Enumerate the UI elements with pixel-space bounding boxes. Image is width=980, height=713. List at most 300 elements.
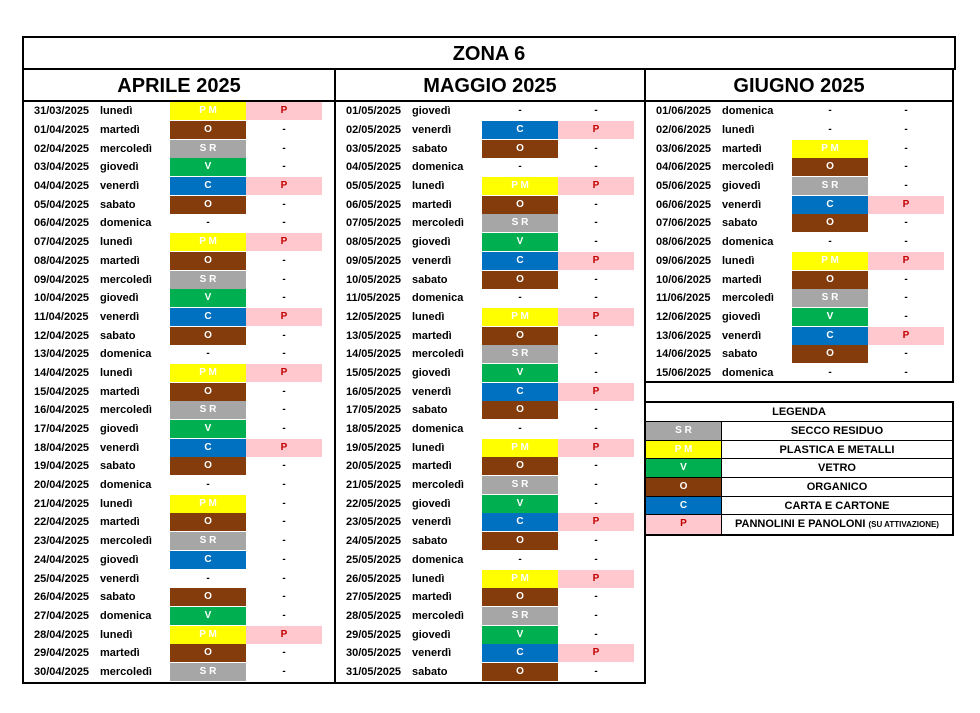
date-cell: 14/06/2025 xyxy=(656,348,712,361)
legend-row xyxy=(646,441,952,460)
date-cell: 17/04/2025 xyxy=(34,423,90,436)
collection-cell: C xyxy=(170,439,246,457)
weekday-cell: mercoledì xyxy=(722,161,774,174)
calendar-row xyxy=(24,308,334,327)
diapers-cell: - xyxy=(904,105,908,117)
zona-title-bar xyxy=(22,36,956,70)
diapers-cell: - xyxy=(904,310,908,322)
calendar-row xyxy=(24,494,334,513)
diapers-cell: - xyxy=(282,609,286,621)
weekday-cell: domenica xyxy=(100,217,152,230)
diapers-cell: P xyxy=(868,252,944,270)
month-june xyxy=(644,68,954,383)
diapers-cell: - xyxy=(282,161,286,173)
weekday-cell: mercoledì xyxy=(100,665,152,678)
weekday-cell: sabato xyxy=(722,217,758,230)
diapers-cell: - xyxy=(594,329,598,341)
weekday-cell: lunedì xyxy=(412,180,445,193)
diapers-cell: - xyxy=(594,553,598,565)
calendar-row xyxy=(24,158,334,177)
diapers-cell: - xyxy=(904,217,908,229)
weekday-cell: sabato xyxy=(100,329,136,342)
calendar-row xyxy=(336,233,644,252)
weekday-cell: martedì xyxy=(100,647,140,660)
date-cell: 23/04/2025 xyxy=(34,535,90,548)
diapers-cell: P xyxy=(246,177,322,195)
weekday-cell: lunedì xyxy=(100,497,133,510)
calendar-row xyxy=(24,438,334,457)
date-cell: 08/06/2025 xyxy=(656,236,712,249)
diapers-cell: - xyxy=(904,142,908,154)
date-cell: 17/05/2025 xyxy=(346,404,402,417)
weekday-cell: martedì xyxy=(100,124,140,137)
collection-cell: O xyxy=(170,457,246,475)
weekday-cell: mercoledì xyxy=(100,142,152,155)
collection-cell: V xyxy=(482,626,558,644)
diapers-cell: - xyxy=(904,180,908,192)
weekday-cell: mercoledì xyxy=(412,609,464,622)
calendar-row xyxy=(336,158,644,177)
diapers-cell: - xyxy=(282,273,286,285)
calendar-row xyxy=(336,569,644,588)
calendar-row xyxy=(336,438,644,457)
month-rows xyxy=(24,102,334,681)
weekday-cell: martedì xyxy=(100,385,140,398)
diapers-cell: P xyxy=(246,626,322,644)
collection-cell: V xyxy=(792,308,868,326)
weekday-cell: sabato xyxy=(100,198,136,211)
collection-cell: - xyxy=(828,124,832,136)
diapers-cell: - xyxy=(282,292,286,304)
date-cell: 20/05/2025 xyxy=(346,460,402,473)
legend-rows xyxy=(646,422,952,534)
diapers-cell: - xyxy=(282,591,286,603)
legend-text: PLASTICA E METALLI xyxy=(779,443,895,456)
collection-cell: C xyxy=(482,644,558,662)
diapers-cell: - xyxy=(594,665,598,677)
diapers-cell: - xyxy=(282,142,286,154)
legend-text: PANNOLINI E PANOLONI xyxy=(735,518,866,531)
diapers-cell: - xyxy=(282,497,286,509)
date-cell: 15/04/2025 xyxy=(34,385,90,398)
diapers-cell: - xyxy=(282,348,286,360)
weekday-cell: martedì xyxy=(412,329,452,342)
legend-swatch: V xyxy=(646,459,722,477)
collection-cell: V xyxy=(170,289,246,307)
date-cell: 28/05/2025 xyxy=(346,609,402,622)
weekday-cell: venerdì xyxy=(100,441,140,454)
calendar-row xyxy=(646,102,952,121)
collection-cell: P M xyxy=(482,570,558,588)
diapers-cell: - xyxy=(594,273,598,285)
calendar-row xyxy=(24,121,334,140)
date-cell: 23/05/2025 xyxy=(346,516,402,529)
weekday-cell: lunedì xyxy=(100,628,133,641)
collection-cell: P M xyxy=(170,233,246,251)
diapers-cell: - xyxy=(904,161,908,173)
date-cell: 11/04/2025 xyxy=(34,310,89,323)
date-cell: 11/05/2025 xyxy=(346,292,401,305)
collection-cell: O xyxy=(170,513,246,531)
collection-cell: P M xyxy=(170,102,246,120)
weekday-cell: domenica xyxy=(412,292,464,305)
diapers-cell: - xyxy=(282,385,286,397)
weekday-cell: lunedì xyxy=(722,124,755,137)
date-cell: 01/05/2025 xyxy=(346,105,402,118)
date-cell: 24/05/2025 xyxy=(346,535,402,548)
date-cell: 20/04/2025 xyxy=(34,479,90,492)
date-cell: 16/05/2025 xyxy=(346,385,402,398)
date-cell: 04/05/2025 xyxy=(346,161,402,174)
month-title: GIUGNO 2025 xyxy=(646,70,952,102)
calendar-row xyxy=(24,289,334,308)
weekday-cell: sabato xyxy=(412,142,448,155)
collection-cell: C xyxy=(792,196,868,214)
calendar-row xyxy=(336,420,644,439)
calendar-row xyxy=(336,289,644,308)
weekday-cell: mercoledì xyxy=(412,217,464,230)
diapers-cell: P xyxy=(246,439,322,457)
collection-cell: - xyxy=(518,105,522,117)
collection-cell: P M xyxy=(482,439,558,457)
weekday-cell: venerdì xyxy=(412,516,452,529)
diapers-cell: P xyxy=(558,308,634,326)
collection-cell: O xyxy=(482,271,558,289)
date-cell: 18/05/2025 xyxy=(346,423,402,436)
diapers-cell: - xyxy=(904,348,908,360)
collection-cell: C xyxy=(482,252,558,270)
diapers-cell: - xyxy=(282,329,286,341)
collection-cell: O xyxy=(170,383,246,401)
collection-cell: S R xyxy=(170,663,246,681)
legend-text: ORGANICO xyxy=(806,481,868,494)
collection-cell: O xyxy=(482,457,558,475)
calendar-row xyxy=(336,364,644,383)
calendar-row xyxy=(24,420,334,439)
calendar-row xyxy=(646,289,952,308)
diapers-cell: P xyxy=(246,364,322,382)
diapers-cell: - xyxy=(594,609,598,621)
date-cell: 03/05/2025 xyxy=(346,142,402,155)
collection-cell: V xyxy=(482,233,558,251)
date-cell: 03/06/2025 xyxy=(656,142,712,155)
collection-cell: V xyxy=(482,364,558,382)
calendar-row xyxy=(336,102,644,121)
calendar-row xyxy=(336,532,644,551)
month-title: APRILE 2025 xyxy=(24,70,334,102)
diapers-cell: - xyxy=(904,366,908,378)
collection-cell: - xyxy=(828,236,832,248)
weekday-cell: mercoledì xyxy=(100,535,152,548)
calendar-row xyxy=(646,158,952,177)
collection-cell: - xyxy=(206,217,210,229)
date-cell: 05/06/2025 xyxy=(656,180,712,193)
diapers-cell: - xyxy=(594,217,598,229)
weekday-cell: sabato xyxy=(412,273,448,286)
calendar-row xyxy=(336,195,644,214)
date-cell: 02/05/2025 xyxy=(346,124,402,137)
weekday-cell: giovedì xyxy=(100,423,139,436)
diapers-cell: P xyxy=(558,644,634,662)
calendar-row xyxy=(646,252,952,271)
collection-cell: O xyxy=(482,327,558,345)
calendar-row xyxy=(24,214,334,233)
calendar-row xyxy=(336,663,644,682)
weekday-cell: lunedì xyxy=(412,572,445,585)
diapers-cell: - xyxy=(904,124,908,136)
collection-cell: S R xyxy=(482,345,558,363)
weekday-cell: venerdì xyxy=(722,198,762,211)
calendar-row xyxy=(646,270,952,289)
calendar-row xyxy=(646,214,952,233)
diapers-cell: - xyxy=(282,124,286,136)
diapers-cell: - xyxy=(282,254,286,266)
collection-cell: - xyxy=(518,292,522,304)
date-cell: 19/04/2025 xyxy=(34,460,90,473)
diapers-cell: - xyxy=(594,497,598,509)
date-cell: 09/06/2025 xyxy=(656,254,712,267)
date-cell: 03/04/2025 xyxy=(34,161,90,174)
collection-cell: P M xyxy=(792,252,868,270)
collection-cell: O xyxy=(482,588,558,606)
collection-cell: S R xyxy=(170,401,246,419)
diapers-cell: - xyxy=(594,460,598,472)
calendar-row xyxy=(336,457,644,476)
collection-cell: - xyxy=(206,572,210,584)
calendar-row xyxy=(24,513,334,532)
legend-text: SECCO RESIDUO xyxy=(790,425,884,437)
weekday-cell: lunedì xyxy=(412,441,445,454)
diapers-cell: - xyxy=(282,553,286,565)
collection-cell: O xyxy=(482,401,558,419)
date-cell: 06/06/2025 xyxy=(656,198,712,211)
date-cell: 15/05/2025 xyxy=(346,366,402,379)
weekday-cell: mercoledì xyxy=(412,479,464,492)
weekday-cell: domenica xyxy=(100,609,152,622)
legend-label xyxy=(722,515,952,534)
date-cell: 12/04/2025 xyxy=(34,329,90,342)
calendar-row xyxy=(336,326,644,345)
diapers-cell: - xyxy=(594,628,598,640)
date-cell: 06/04/2025 xyxy=(34,217,90,230)
weekday-cell: mercoledì xyxy=(100,404,152,417)
date-cell: 27/05/2025 xyxy=(346,591,402,604)
legend-label xyxy=(722,459,952,477)
calendar-row xyxy=(24,663,334,682)
diapers-cell: - xyxy=(594,105,598,117)
weekday-cell: domenica xyxy=(722,236,774,249)
date-cell: 08/04/2025 xyxy=(34,254,90,267)
collection-cell: C xyxy=(482,383,558,401)
calendar-row xyxy=(24,401,334,420)
collection-cell: O xyxy=(792,158,868,176)
collection-cell: O xyxy=(170,644,246,662)
collection-cell: V xyxy=(170,420,246,438)
calendar-row xyxy=(336,401,644,420)
date-cell: 16/04/2025 xyxy=(34,404,90,417)
weekday-cell: venerdì xyxy=(100,310,140,323)
diapers-cell: - xyxy=(594,198,598,210)
month-title: MAGGIO 2025 xyxy=(336,70,644,102)
date-cell: 29/04/2025 xyxy=(34,647,90,660)
weekday-cell: martedì xyxy=(722,273,762,286)
diapers-cell: P xyxy=(558,439,634,457)
diapers-cell: - xyxy=(594,161,598,173)
collection-cell: - xyxy=(206,348,210,360)
collection-cell: C xyxy=(482,513,558,531)
weekday-cell: mercoledì xyxy=(722,292,774,305)
weekday-cell: lunedì xyxy=(412,310,445,323)
date-cell: 25/05/2025 xyxy=(346,553,402,566)
weekday-cell: venerdì xyxy=(412,124,452,137)
collection-cell: O xyxy=(482,140,558,158)
collection-cell: O xyxy=(170,196,246,214)
date-cell: 05/04/2025 xyxy=(34,198,90,211)
weekday-cell: sabato xyxy=(412,404,448,417)
weekday-cell: domenica xyxy=(412,553,464,566)
diapers-cell: - xyxy=(282,647,286,659)
date-cell: 07/06/2025 xyxy=(656,217,712,230)
calendar-row xyxy=(336,607,644,626)
diapers-cell: - xyxy=(282,516,286,528)
diapers-cell: - xyxy=(594,142,598,154)
calendar-row xyxy=(336,139,644,158)
date-cell: 26/04/2025 xyxy=(34,591,90,604)
weekday-cell: giovedì xyxy=(100,292,139,305)
weekday-cell: giovedì xyxy=(722,310,761,323)
calendar-row xyxy=(336,214,644,233)
date-cell: 02/06/2025 xyxy=(656,124,712,137)
weekday-cell: venerdì xyxy=(412,385,452,398)
collection-cell: - xyxy=(828,105,832,117)
calendar-row xyxy=(646,308,952,327)
date-cell: 06/05/2025 xyxy=(346,198,402,211)
legend-swatch: C xyxy=(646,497,722,515)
diapers-cell: - xyxy=(594,535,598,547)
diapers-cell: P xyxy=(558,252,634,270)
weekday-cell: giovedì xyxy=(412,366,451,379)
date-cell: 21/04/2025 xyxy=(34,497,90,510)
month-rows xyxy=(336,102,644,681)
collection-cell: C xyxy=(792,327,868,345)
calendar-row xyxy=(24,195,334,214)
collection-cell: O xyxy=(170,588,246,606)
collection-cell: C xyxy=(170,177,246,195)
weekday-cell: venerdì xyxy=(412,647,452,660)
date-cell: 26/05/2025 xyxy=(346,572,402,585)
diapers-cell: - xyxy=(594,348,598,360)
date-cell: 15/06/2025 xyxy=(656,366,712,379)
diapers-cell: - xyxy=(594,479,598,491)
date-cell: 18/04/2025 xyxy=(34,441,90,454)
legend-text: VETRO xyxy=(818,462,856,475)
weekday-cell: venerdì xyxy=(412,254,452,267)
diapers-cell: - xyxy=(282,572,286,584)
calendar-row xyxy=(24,139,334,158)
calendar-row xyxy=(24,625,334,644)
date-cell: 05/05/2025 xyxy=(346,180,402,193)
weekday-cell: martedì xyxy=(722,142,762,155)
calendar-row xyxy=(336,345,644,364)
weekday-cell: domenica xyxy=(412,161,464,174)
collection-cell: - xyxy=(518,423,522,435)
weekday-cell: domenica xyxy=(722,366,774,379)
weekday-cell: lunedì xyxy=(722,254,755,267)
weekday-cell: domenica xyxy=(412,423,464,436)
calendar-row xyxy=(336,551,644,570)
month-rows xyxy=(646,102,952,382)
calendar-row xyxy=(24,270,334,289)
collection-cell: O xyxy=(482,532,558,550)
calendar-row xyxy=(646,195,952,214)
collection-cell: C xyxy=(170,308,246,326)
weekday-cell: domenica xyxy=(722,105,774,118)
collection-cell: O xyxy=(792,214,868,232)
weekday-cell: sabato xyxy=(722,348,758,361)
collection-cell: S R xyxy=(170,532,246,550)
legend-label xyxy=(722,497,952,515)
calendar-row xyxy=(24,252,334,271)
calendar-row xyxy=(646,345,952,364)
legend-label xyxy=(722,422,952,440)
collection-cell: O xyxy=(482,196,558,214)
date-cell: 10/04/2025 xyxy=(34,292,90,305)
calendar-row xyxy=(336,625,644,644)
calendar-row xyxy=(24,382,334,401)
diapers-cell: - xyxy=(282,404,286,416)
legend-text: CARTA E CARTONE xyxy=(784,499,890,512)
diapers-cell: - xyxy=(594,366,598,378)
diapers-cell: P xyxy=(558,121,634,139)
collection-cell: O xyxy=(170,121,246,139)
weekday-cell: sabato xyxy=(412,535,448,548)
weekday-cell: giovedì xyxy=(100,553,139,566)
diapers-cell: - xyxy=(282,535,286,547)
diapers-cell: - xyxy=(594,292,598,304)
date-cell: 04/06/2025 xyxy=(656,161,712,174)
collection-cell: O xyxy=(792,271,868,289)
legend-row xyxy=(646,515,952,534)
calendar-row xyxy=(24,233,334,252)
date-cell: 13/04/2025 xyxy=(34,348,90,361)
collection-cell: - xyxy=(206,479,210,491)
weekday-cell: martedì xyxy=(412,198,452,211)
legend-label xyxy=(722,478,952,496)
calendar-row xyxy=(24,588,334,607)
weekday-cell: giovedì xyxy=(412,628,451,641)
diapers-cell: - xyxy=(594,236,598,248)
calendar-row xyxy=(336,494,644,513)
collection-cell: S R xyxy=(792,289,868,307)
diapers-cell: - xyxy=(282,198,286,210)
diapers-cell: - xyxy=(594,591,598,603)
weekday-cell: lunedì xyxy=(100,105,133,118)
calendar-row xyxy=(24,532,334,551)
weekday-cell: venerdì xyxy=(722,329,762,342)
date-cell: 04/04/2025 xyxy=(34,180,90,193)
calendar-row xyxy=(24,102,334,121)
calendar-row xyxy=(24,644,334,663)
date-cell: 08/05/2025 xyxy=(346,236,402,249)
collection-cell: V xyxy=(170,607,246,625)
legend-swatch: S R xyxy=(646,422,722,440)
weekday-cell: sabato xyxy=(412,665,448,678)
diapers-cell: - xyxy=(282,217,286,229)
weekday-cell: giovedì xyxy=(100,161,139,174)
collection-cell: P M xyxy=(170,626,246,644)
calendar-row xyxy=(646,139,952,158)
weekday-cell: mercoledì xyxy=(100,273,152,286)
